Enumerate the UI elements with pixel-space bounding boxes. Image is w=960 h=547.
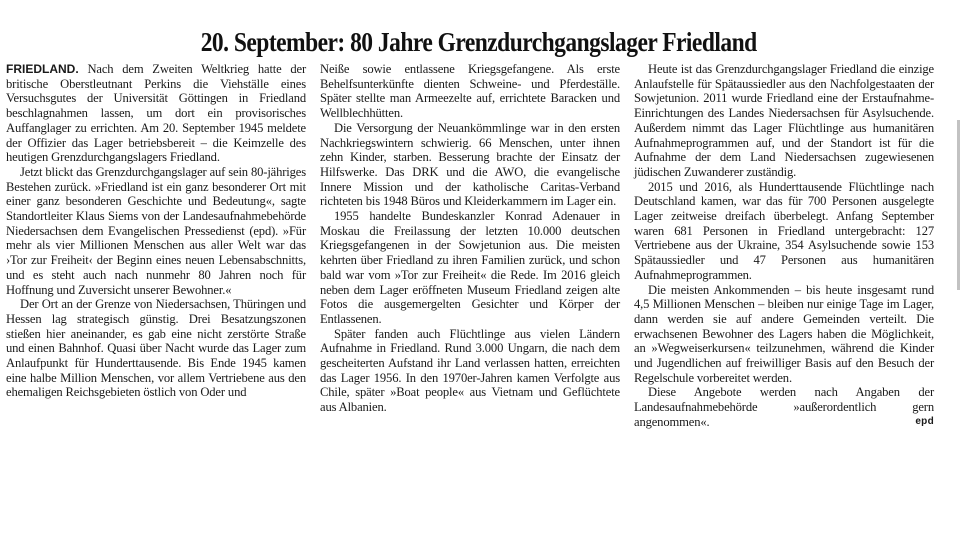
dateline: FRIEDLAND. [6, 62, 79, 76]
article-paragraph: Der Ort an der Grenze von Niedersachsen, Thüringen und Hessen lag strategisch günstig. Drei Besatzungszonen stießen hier aneinander, es gab eine nicht zerstörte Straße und einen Bahnhof. Quasi über Nacht wurde das Lager zum Anlaufpunkt für Hunderttausende. Bis Ende 1945 kamen eine halbe Million Menschen, vor allem Vertriebene aus den ehemaligen Reichsgebieten östlich von Oder und [6, 297, 306, 400]
article-paragraph [6, 62, 306, 165]
paragraph-text: Diese Angebote werden nach Angaben der Landesaufnahmebehörde »außerordentlich gern angenommen«. [634, 385, 934, 429]
article-paragraph: Die meisten Ankommenden – bis heute insgesamt rund 4,5 Millionen Menschen – bleiben nur einige Tage im Lager, dann werden sie auf andere Gemeinden verteilt. Die erwachsenen Bewohner des Lagers haben die Möglichkeit, an »Wegweiserkursen« teilzunehmen, während die Kinder und Jugendlichen auf freiwilliger Basis auf den Besuch der Regelschule vorbereitet werden. [634, 282, 934, 385]
article-paragraph: 2015 und 2016, als Hunderttausende Flüchtlinge nach Deutschland kamen, war das für 700 Personen ausgelegte Lager zeitweise dreifach überbelegt. Anfang September waren 681 Personen in Friedland untergebracht: 127 Vertriebene aus der Ukraine, 354 Asylsuchende sowie 153 Spätaussiedler und 47 Personen aus humanitären Aufnahmeprogrammen. [634, 179, 934, 282]
article-paragraph: Die Versorgung der Neuankömmlinge war in den ersten Nachkriegswintern schwierig. 66 Menschen, unter ihnen zehn Kinder, starben. Besserung brachte der Einsatz der Hilfswerke. Das DRK und die AWO, die evangelische Innere Mission und der katholische Caritas-Verband richteten bis 1948 Büros und Kleiderkammern im Lager ein. [320, 120, 620, 209]
paragraph-text: Nach dem Zweiten Weltkrieg hatte der britische Oberstleutnant Perkins die Viehställe eines Versuchsgutes der Universität Göttingen in Friedland beschlagnahmen lassen, um dort ein provisorisches Auffanglager zu errichten. Am 20. September 1945 meldete der Offizier das Lager betriebsbereit – die Keimzelle des heutigen Grenzdurchgangslagers Friedland. [6, 62, 307, 165]
article-column-1 [6, 62, 306, 430]
article-paragraph: Neiße sowie entlassene Kriegsgefangene. Als erste Behelfsunterkünfte dienten Schweine- und Pferdeställe. Später stellte man Armeezelte auf, errichtete Baracken und Wellblechhütten. [320, 62, 620, 121]
article-paragraph: Heute ist das Grenzdurchgangslager Friedland die einzige Anlaufstelle für Spätaussiedler aus den Nachfolgestaaten der Sowjetunion. 2011 wurde Friedland eine der Erstaufnahme-Einrichtungen des Landes Niedersachsen für Asylsuchende. Außerdem nimmt das Lager Flüchtlinge aus humanitären Aufnahmeprogrammen auf, und der Standort ist für die Aufnahme der dem Land Niedersachsen zugewiesenen jüdischen Zuwanderer zuständig. [634, 62, 934, 179]
article-body [6, 62, 954, 430]
article-paragraph: 1955 handelte Bundeskanzler Konrad Adenauer in Moskau die Freilassung der letzten 10.000 deutschen Kriegsgefangenen in der Sowjetunion aus. Die meisten kehrten über Friedland zu ihren Familien zurück, und schon bald war vom »Tor zur Freiheit« die Rede. Im 2016 gleich neben dem Lager eröffneten Museum Friedland zeigen alte Fotos die ausgemergelten Gesichter und Körper der Entlassenen. [320, 209, 620, 326]
source-credit: epd [915, 415, 934, 427]
article-paragraph [634, 385, 934, 429]
article-column-3 [634, 62, 934, 430]
article-headline: 20. September: 80 Jahre Grenzdurchgangslager Friedland [200, 27, 757, 57]
article-column-2 [320, 62, 620, 430]
article-paragraph: Jetzt blickt das Grenzdurchgangslager auf sein 80-jähriges Bestehen zurück. »Friedland ist ein ganz besonderer Ort mit einer ganz besonderen Geschichte und Bedeutung«, sagte Standortleiter Klaus Siems von der Landesaufnahmebehörde Niedersachsen dem Evangelischen Pressedienst (epd). »Für mehr als vier Millionen Menschen aus aller Welt war das ›Tor zur Freiheit‹ der Beginn eines neuen Lebensabschnitts, und es steht auch nach nunmehr 80 Jahren noch für Hoffnung und Zuversicht unserer Bewohner.« [6, 164, 306, 297]
article-paragraph: Später fanden auch Flüchtlinge aus vielen Ländern Aufnahme in Friedland. Rund 3.000 Ungarn, die nach dem gescheiterten Aufstand ihr Land verlassen hatten, erreichten das Lager 1956. In den 1970er-Jahren kamen Verfolgte aus Chile, später »Boat people« aus Vietnam und Geflüchtete aus Albanien. [320, 326, 620, 415]
